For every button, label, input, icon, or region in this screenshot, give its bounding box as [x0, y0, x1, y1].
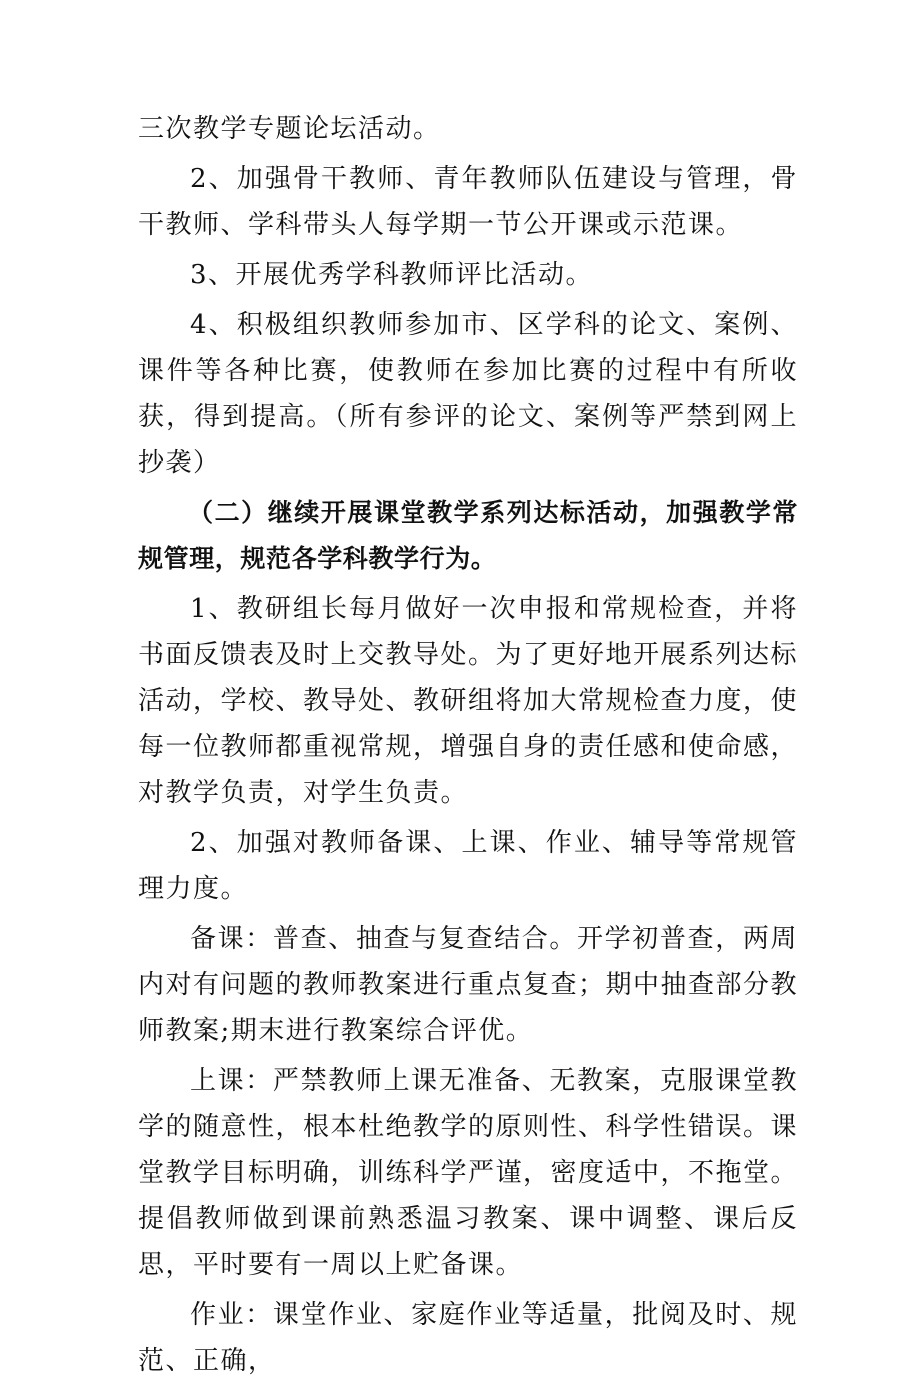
paragraph-lesson-prep: 备课：普查、抽查与复查结合。开学初普查，两周内对有问题的教师教案进行重点复查；期中抽查部分教师教案;期末进行教案综合评优。: [138, 924, 799, 1046]
paragraph-1: 三次教学专题论坛活动。: [138, 114, 441, 144]
paragraph-6: 1、教研组长每月做好一次申报和常规检查，并将书面反馈表及时上交教导处。为了更好地开展系列达标活动，学校、教导处、教研组将加大常规检查力度，使每一位教师都重视常规，增强自身的责任感和使命感，对教学负责，对学生负责。: [138, 594, 799, 808]
paragraph-class-teaching: 上课：严禁教师上课无准备、无教案，克服课堂教学的随意性，根本杜绝教学的原则性、科学性错误。课堂教学目标明确，训练科学严谨，密度适中，不拖堂。提倡教师做到课前熟悉温习教案、课中调整、课后反思，平时要有一周以上贮备课。: [138, 1066, 799, 1280]
paragraph-7: 2、加强对教师备课、上课、作业、辅导等常规管理力度。: [138, 828, 798, 904]
paragraph-3: 3、开展优秀学科教师评比活动。: [190, 260, 594, 290]
paragraph-homework: 作业：课堂作业、家庭作业等适量，批阅及时、规范、正确，: [138, 1300, 798, 1376]
section-heading: （二）继续开展课堂教学系列达标活动，加强教学常规管理，规范各学科教学行为。: [138, 498, 798, 573]
paragraph-2: 2、加强骨干教师、青年教师队伍建设与管理，骨干教师、学科带头人每学期一节公开课或示范课。: [138, 164, 798, 240]
paragraph-4: 4、积极组织教师参加市、区学科的论文、案例、课件等各种比赛，使教师在参加比赛的过程中有所收获，得到提高。（所有参评的论文、案例等严禁到网上抄袭）: [138, 310, 798, 478]
document-body: [138, 106, 798, 1388]
